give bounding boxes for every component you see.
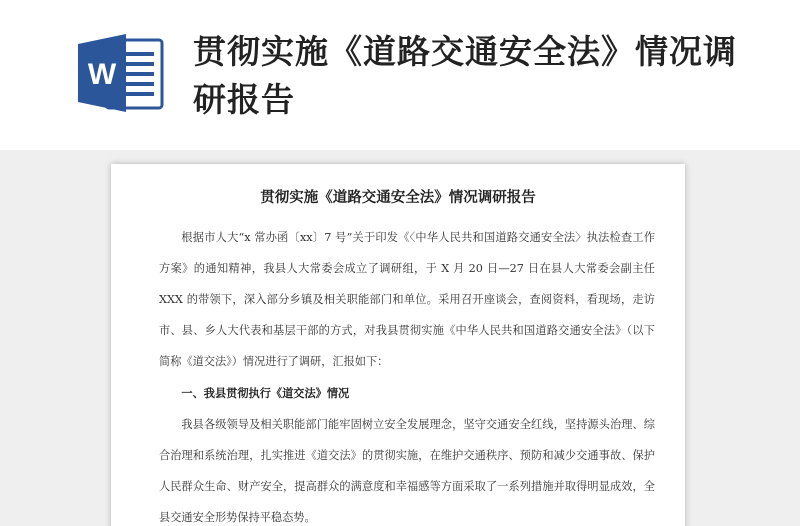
document-page (111, 164, 685, 526)
header (0, 0, 800, 150)
paragraph-intro: 根据市人大“x 常办函〔xx〕7 号”关于印发《〈中华人民共和国道路交通安全法〉执法检查工作方案》的通知精神，我县人大常委会成立了调研组，于 X 月 20 日—27 日在县人大常委会副主任 XXX 的带领下，深入部分乡镇及相关职能部门和单位。采用召开座谈会，查阅资料，看现场，走访市、县、乡人大代表和基层干部的方式，对我县贯彻实施《中华人民共和国道路交通安全法》（以下简称《道交法》）情况进行了调研，汇报如下： (159, 231, 655, 368)
document-heading: 贯彻实施《道路交通安全法》情况调研报告 (193, 32, 737, 119)
word-icon-letter: W (87, 58, 117, 91)
word-icon (76, 34, 166, 112)
section-heading: 一、我县贯彻执行《道交法》情况 (181, 386, 350, 400)
page-title: 贯彻实施《道路交通安全法》情况调研报告 (260, 189, 536, 206)
paragraph-section-1: 我县各级领导及相关职能部门能牢固树立安全发展理念，坚守交通安全红线，坚持源头治理、综合治理和系统治理，扎实推进《道交法》的贯彻实施，在维护交通秩序、预防和减少交通事故、保护人民群众生命、财产安全，提高群众的满意度和幸福感等方面采取了一系列措施并取得明显成效，全县交通安全形势保持平稳态势。 (159, 418, 655, 524)
